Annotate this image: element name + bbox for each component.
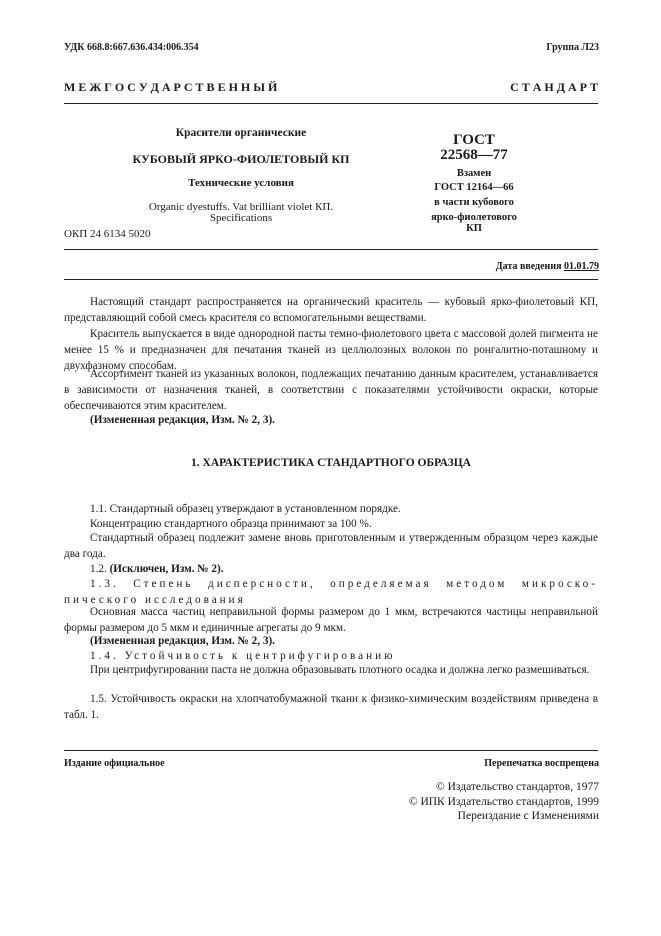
- introduction-date-label: Дата введения: [495, 261, 562, 272]
- official-edition: Издание официальное: [64, 758, 165, 769]
- english-title-2: Specifications: [209, 212, 273, 224]
- clause-1-3-amendment: (Измененная редакция, Изм. № 2, 3).: [90, 635, 275, 647]
- group-code: Группа Л23: [546, 42, 599, 53]
- intro-amendment: (Измененная редакция, Изм. № 2, 3).: [90, 414, 275, 426]
- intro-paragraph-2: Краситель выпускается в виде однородной пасты темно-фиолетового цвета с массовой долей пигмента не менее 15 % и предназначен для печатания тканей из целлюлозных волокон по ронгалитно-поташному и двухфазному способам.: [64, 328, 598, 372]
- english-title-1: Organic dyestuffs. Vat brilliant violet КП.: [148, 201, 334, 213]
- introduction-date: [496, 261, 599, 272]
- intro-paragraph-3: Ассортимент тканей из указанных волокон, подлежащих печатанию данным красителем, устанавливается в зависимости от назначения тканей, в соответствии с показателями устойчивости окраски, которые обеспечиваются этим красителем.: [64, 368, 598, 412]
- copyright-1999: © ИПК Издательство стандартов, 1999: [408, 796, 599, 808]
- title-line-2: КУБОВЫЙ ЯРКО-ФИОЛЕТОВЫЙ КП: [132, 152, 350, 166]
- clause-1-4: 1.4. Устойчивость к центрифугированию: [90, 650, 396, 662]
- banner-word-interstate: М Е Ж Г О С У Д А Р С Т В Е Н Н Ы Й: [64, 80, 278, 94]
- clause-1-2-text: (Исключен, Изм. № 2).: [109, 563, 224, 575]
- reedition-note: Переиздание с Изменениями: [457, 810, 599, 822]
- section-heading: 1. ХАРАКТЕРИСТИКА СТАНДАРТНОГО ОБРАЗЦА: [191, 457, 471, 469]
- title-rule: [64, 249, 598, 250]
- replaces-label: Взамен: [456, 168, 492, 179]
- banner-rule: [64, 103, 598, 104]
- banner-word-standard: С Т А Н Д А Р Т: [510, 80, 598, 94]
- gost-number: 22568—77: [440, 147, 508, 163]
- clause-1-2: [64, 561, 598, 577]
- intro-paragraph-1: Настоящий стандарт распространяется на органический краситель — кубовый ярко-фиолетовый КП, представляющий собой смесь красителя со вспомогательными веществами.: [64, 296, 598, 324]
- gost-label: ГОСТ: [453, 132, 495, 148]
- clause-1-5: 1.5. Устойчивость окраски на хлопчатобумажной ткани к физико-химическим воздействиям приведена в табл. 1.: [64, 693, 598, 721]
- clause-1-3: 1.3. Степень дисперсности, определяемая методом микроско-пического исследования: [64, 578, 598, 606]
- replaced-part-2: ярко-фиолетового КП: [431, 212, 517, 234]
- replaced-part-1: в части кубового: [434, 197, 514, 208]
- footer-rule: [64, 750, 598, 751]
- old-gost: ГОСТ 12164—66: [434, 182, 514, 193]
- clause-1-1-concentration: Концентрацию стандартного образца принимают за 100 %.: [90, 518, 372, 530]
- clause-1-2-number: 1.2.: [90, 563, 107, 575]
- reprint-forbidden: Перепечатка воспрещена: [484, 758, 599, 769]
- udk-code: УДК 668.8:667.636.434:006.354: [64, 42, 199, 53]
- date-rule: [64, 279, 598, 280]
- clause-1-1-replacement: Стандартный образец подлежит замене вновь приготовленным и утвержденным образцом через каждые два года.: [64, 532, 598, 560]
- copyright-1977: © Издательство стандартов, 1977: [435, 781, 599, 793]
- clause-1-1: 1.1. Стандартный образец утверждают в установленном порядке.: [90, 503, 401, 515]
- clause-1-3-text: Основная масса частиц неправильной формы размером до 1 мкм, встречаются частицы неправильной формы размером до 5 мкм и единичные агрегаты до 9 мкм.: [64, 606, 598, 634]
- introduction-date-value: 01.01.79: [564, 261, 599, 272]
- okp-code: ОКП 24 6134 5020: [64, 228, 151, 240]
- standard-banner: [64, 80, 598, 95]
- title-line-3: Технические условия: [188, 177, 294, 189]
- clause-1-4-text: При центрифугировании паста не должна образовывать плотного осадка и должна легко размешиваться.: [90, 664, 590, 676]
- title-line-1: Красители органические: [175, 127, 307, 139]
